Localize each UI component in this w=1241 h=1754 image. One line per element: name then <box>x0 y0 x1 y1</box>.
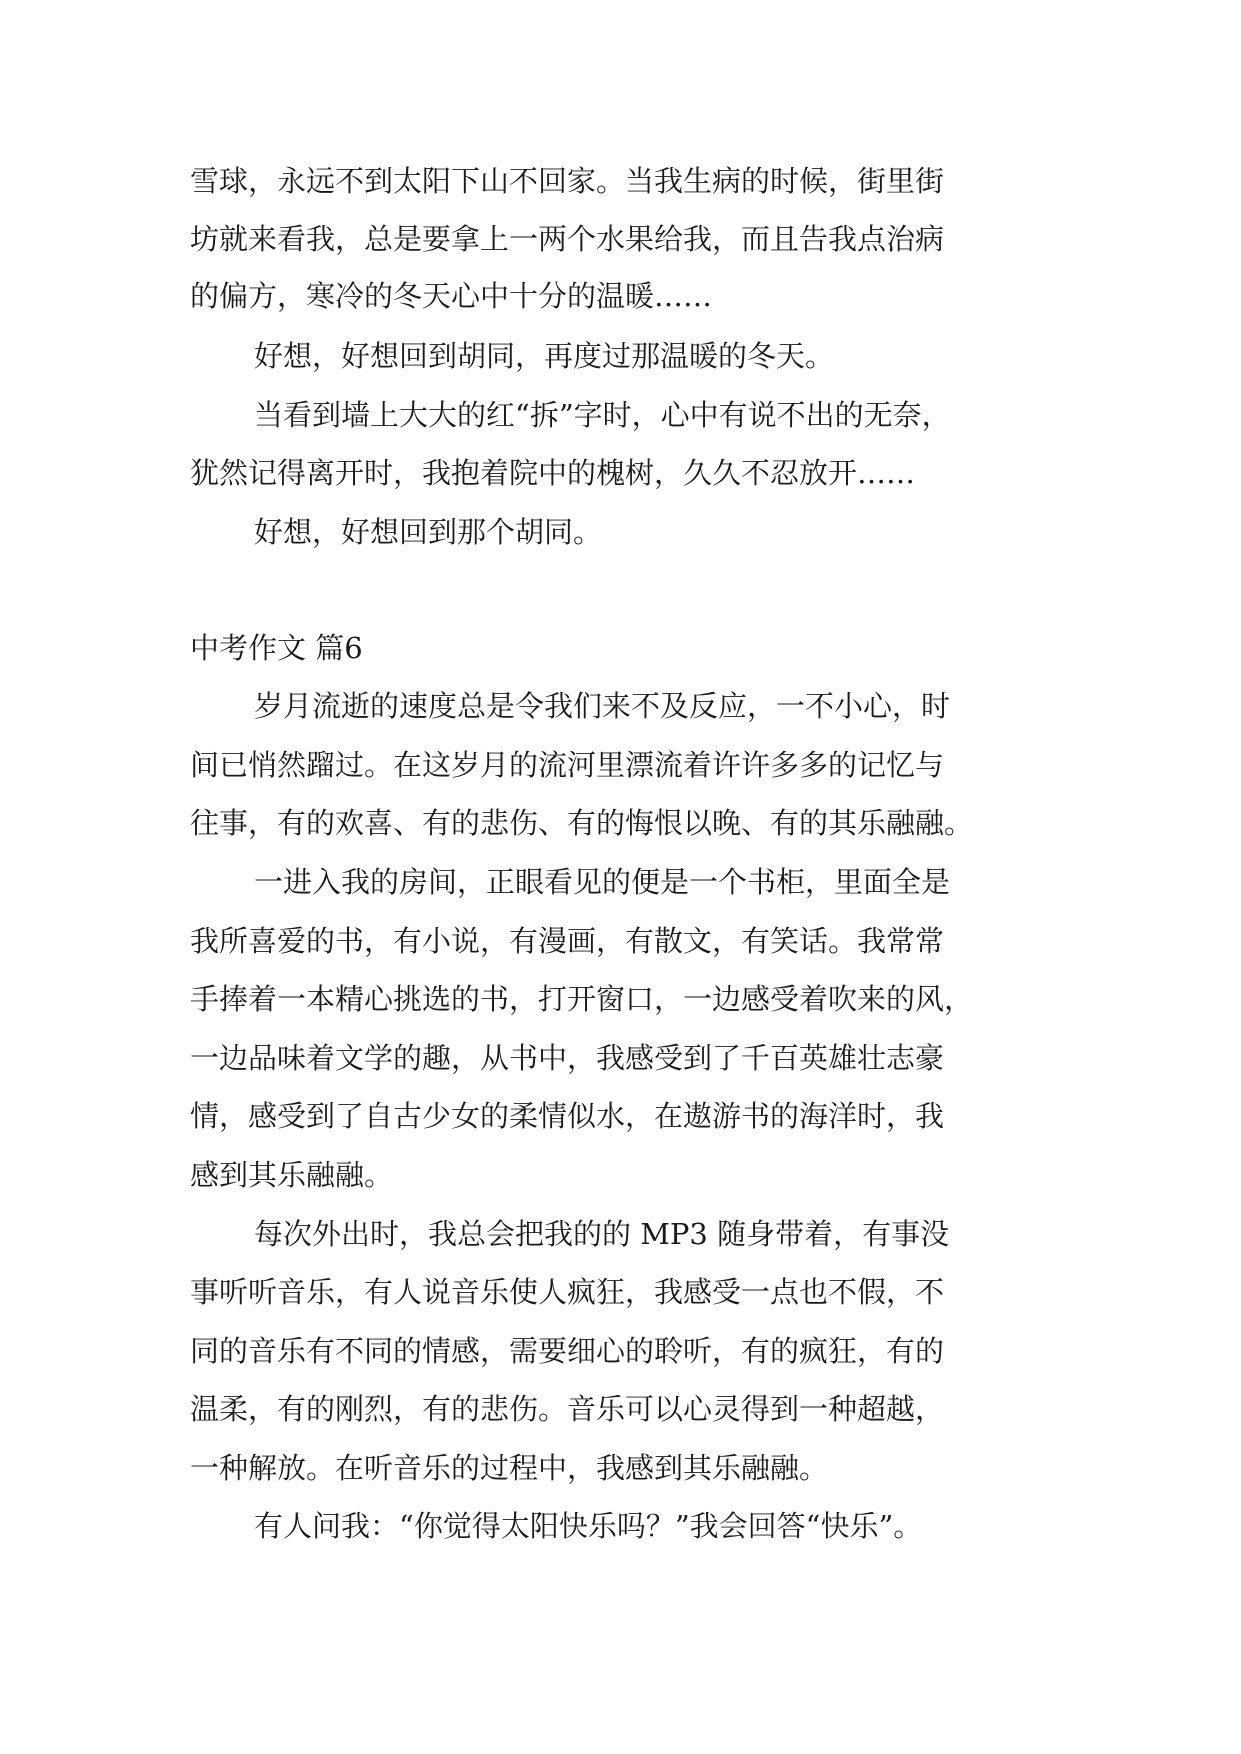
text-line: 一边品味着文学的趣，从书中，我感受到了千百英雄壮志豪 <box>190 1041 945 1075</box>
section-heading: 中考作文 篇6 <box>190 631 363 665</box>
text-line: 温柔，有的刚烈，有的悲伤。音乐可以心灵得到一种超越， <box>190 1392 945 1426</box>
text-line: 雪球，永远不到太阳下山不回家。当我生病的时候，街里街 <box>190 164 945 198</box>
text-line: 的偏方，寒冷的冬天心中十分的温暖…… <box>190 279 713 313</box>
text-line: 情，感受到了自古少女的柔情似水，在遨游书的海洋时，我 <box>190 1099 945 1133</box>
text-line: 当看到墙上大大的红“拆”字时，心中有说不出的无奈， <box>254 398 951 432</box>
text-line: 犹然记得离开时，我抱着院中的槐树，久久不忍放开…… <box>190 456 916 490</box>
text-line: 事听听音乐，有人说音乐使人疯狂，我感受一点也不假，不 <box>190 1275 945 1309</box>
text-line: 好想，好想回到那个胡同。 <box>254 515 603 549</box>
text-line: 手捧着一本精心挑选的书，打开窗口，一边感受着吹来的风， <box>190 982 974 1016</box>
text-line: 我所喜爱的书，有小说，有漫画，有散文，有笑话。我常常 <box>190 924 945 958</box>
text-line: 岁月流逝的速度总是令我们来不及反应，一不小心，时 <box>254 689 951 723</box>
text-line: 一进入我的房间，正眼看见的便是一个书柜，里面全是 <box>254 865 951 899</box>
text-line: 每次外出时，我总会把我的的 MP3 随身带着，有事没 <box>254 1217 950 1251</box>
text-line: 好想，好想回到胡同，再度过那温暖的冬天。 <box>254 339 835 373</box>
text-line: 有人问我：“你觉得太阳快乐吗？”我会回答“快乐”。 <box>254 1509 923 1543</box>
text-line: 坊就来看我，总是要拿上一两个水果给我，而且告我点治病 <box>190 222 945 256</box>
text-line: 往事，有的欢喜、有的悲伤、有的悔恨以晚、有的其乐融融。 <box>190 806 974 840</box>
text-line: 感到其乐融融。 <box>190 1158 394 1192</box>
text-line: 同的音乐有不同的情感，需要细心的聆听，有的疯狂，有的 <box>190 1334 945 1368</box>
text-line: 一种解放。在听音乐的过程中，我感到其乐融融。 <box>190 1451 829 1485</box>
text-line: 间已悄然蹓过。在这岁月的流河里漂流着许许多多的记忆与 <box>190 748 945 782</box>
